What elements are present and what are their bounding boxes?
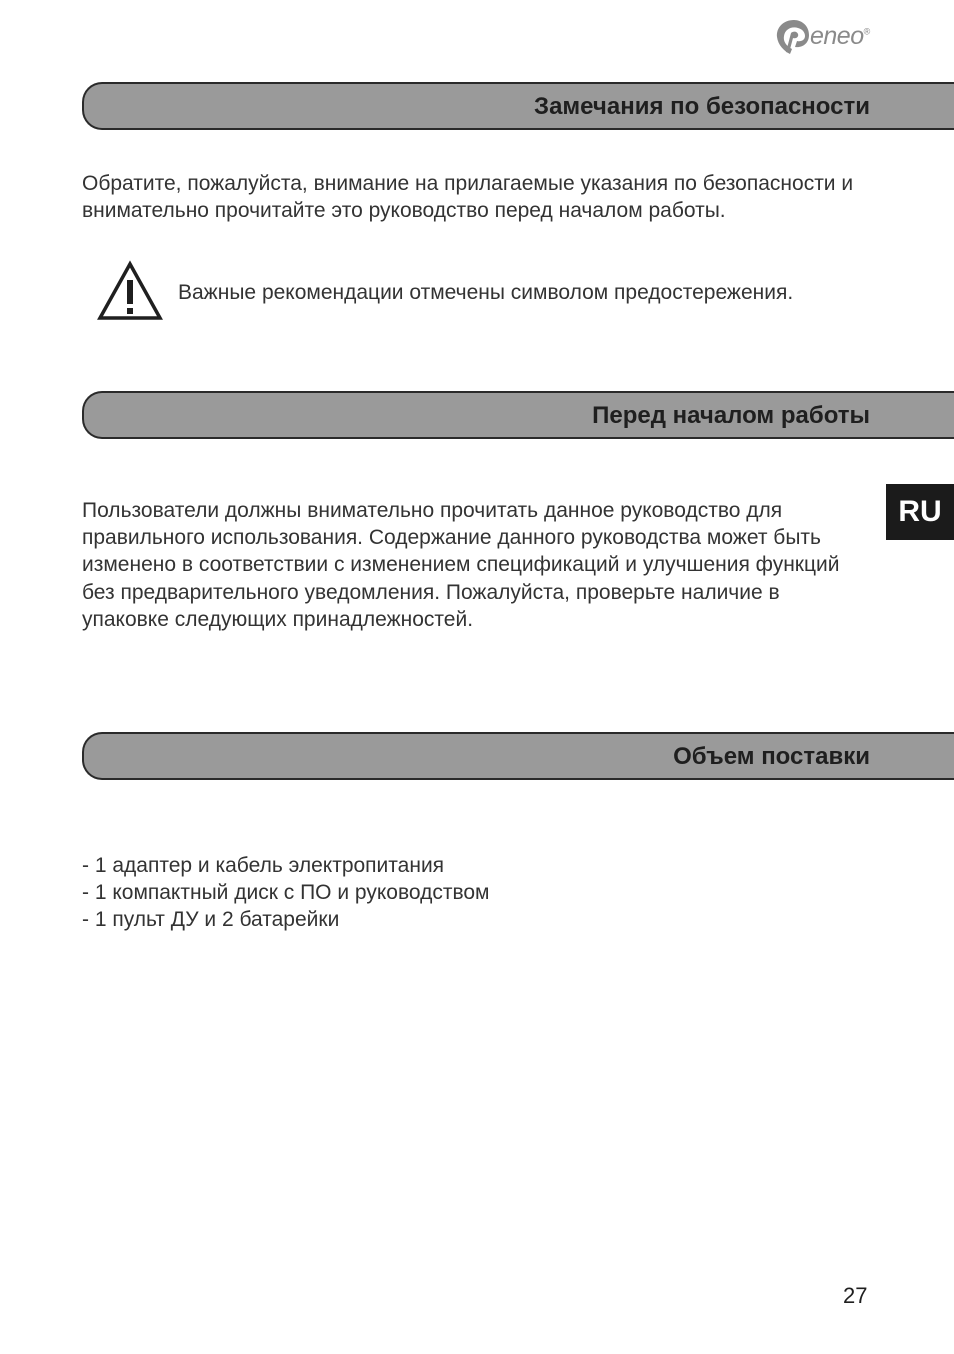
- section-header-delivery: [82, 732, 954, 780]
- warning-triangle-icon: [96, 260, 164, 322]
- registered-mark: ®: [863, 26, 870, 37]
- logo-wordmark: eneo: [810, 22, 864, 50]
- safety-paragraph: Обратите, пожалуйста, внимание на прилагаемые указания по безопасности и внимательно прочитайте это руководство перед началом работы.: [82, 172, 854, 223]
- section-title-safety: Замечания по безопасности: [534, 93, 870, 120]
- section-title-before-start: Перед началом работы: [592, 402, 870, 429]
- warning-text: Важные рекомендации отмечены символом предостережения.: [178, 281, 794, 304]
- section-title-delivery: Объем поставки: [673, 743, 870, 770]
- delivery-list: [82, 852, 490, 934]
- page-number: 27: [843, 1283, 868, 1308]
- language-tab: RU: [886, 484, 954, 540]
- before-start-paragraph: Пользователи должны внимательно прочитать данное руководство для правильного использования. Содержание данного руководства может быть изменено в соответствии с изменением спецификаций и улучшения функций без предварительного уведомления. Пожалуйста, проверьте наличие в упаковке следующих принадлежностей.: [82, 499, 840, 631]
- section-header-safety: [82, 82, 954, 130]
- list-item: - 1 компактный диск с ПО и руководством: [82, 881, 490, 905]
- section-header-before-start: [82, 391, 954, 439]
- list-item: - 1 адаптер и кабель электропитания: [82, 854, 445, 877]
- eneo-logo: [774, 16, 884, 58]
- list-item: - 1 пульт ДУ и 2 батарейки: [82, 908, 340, 932]
- eneo-logo-icon: [774, 18, 810, 56]
